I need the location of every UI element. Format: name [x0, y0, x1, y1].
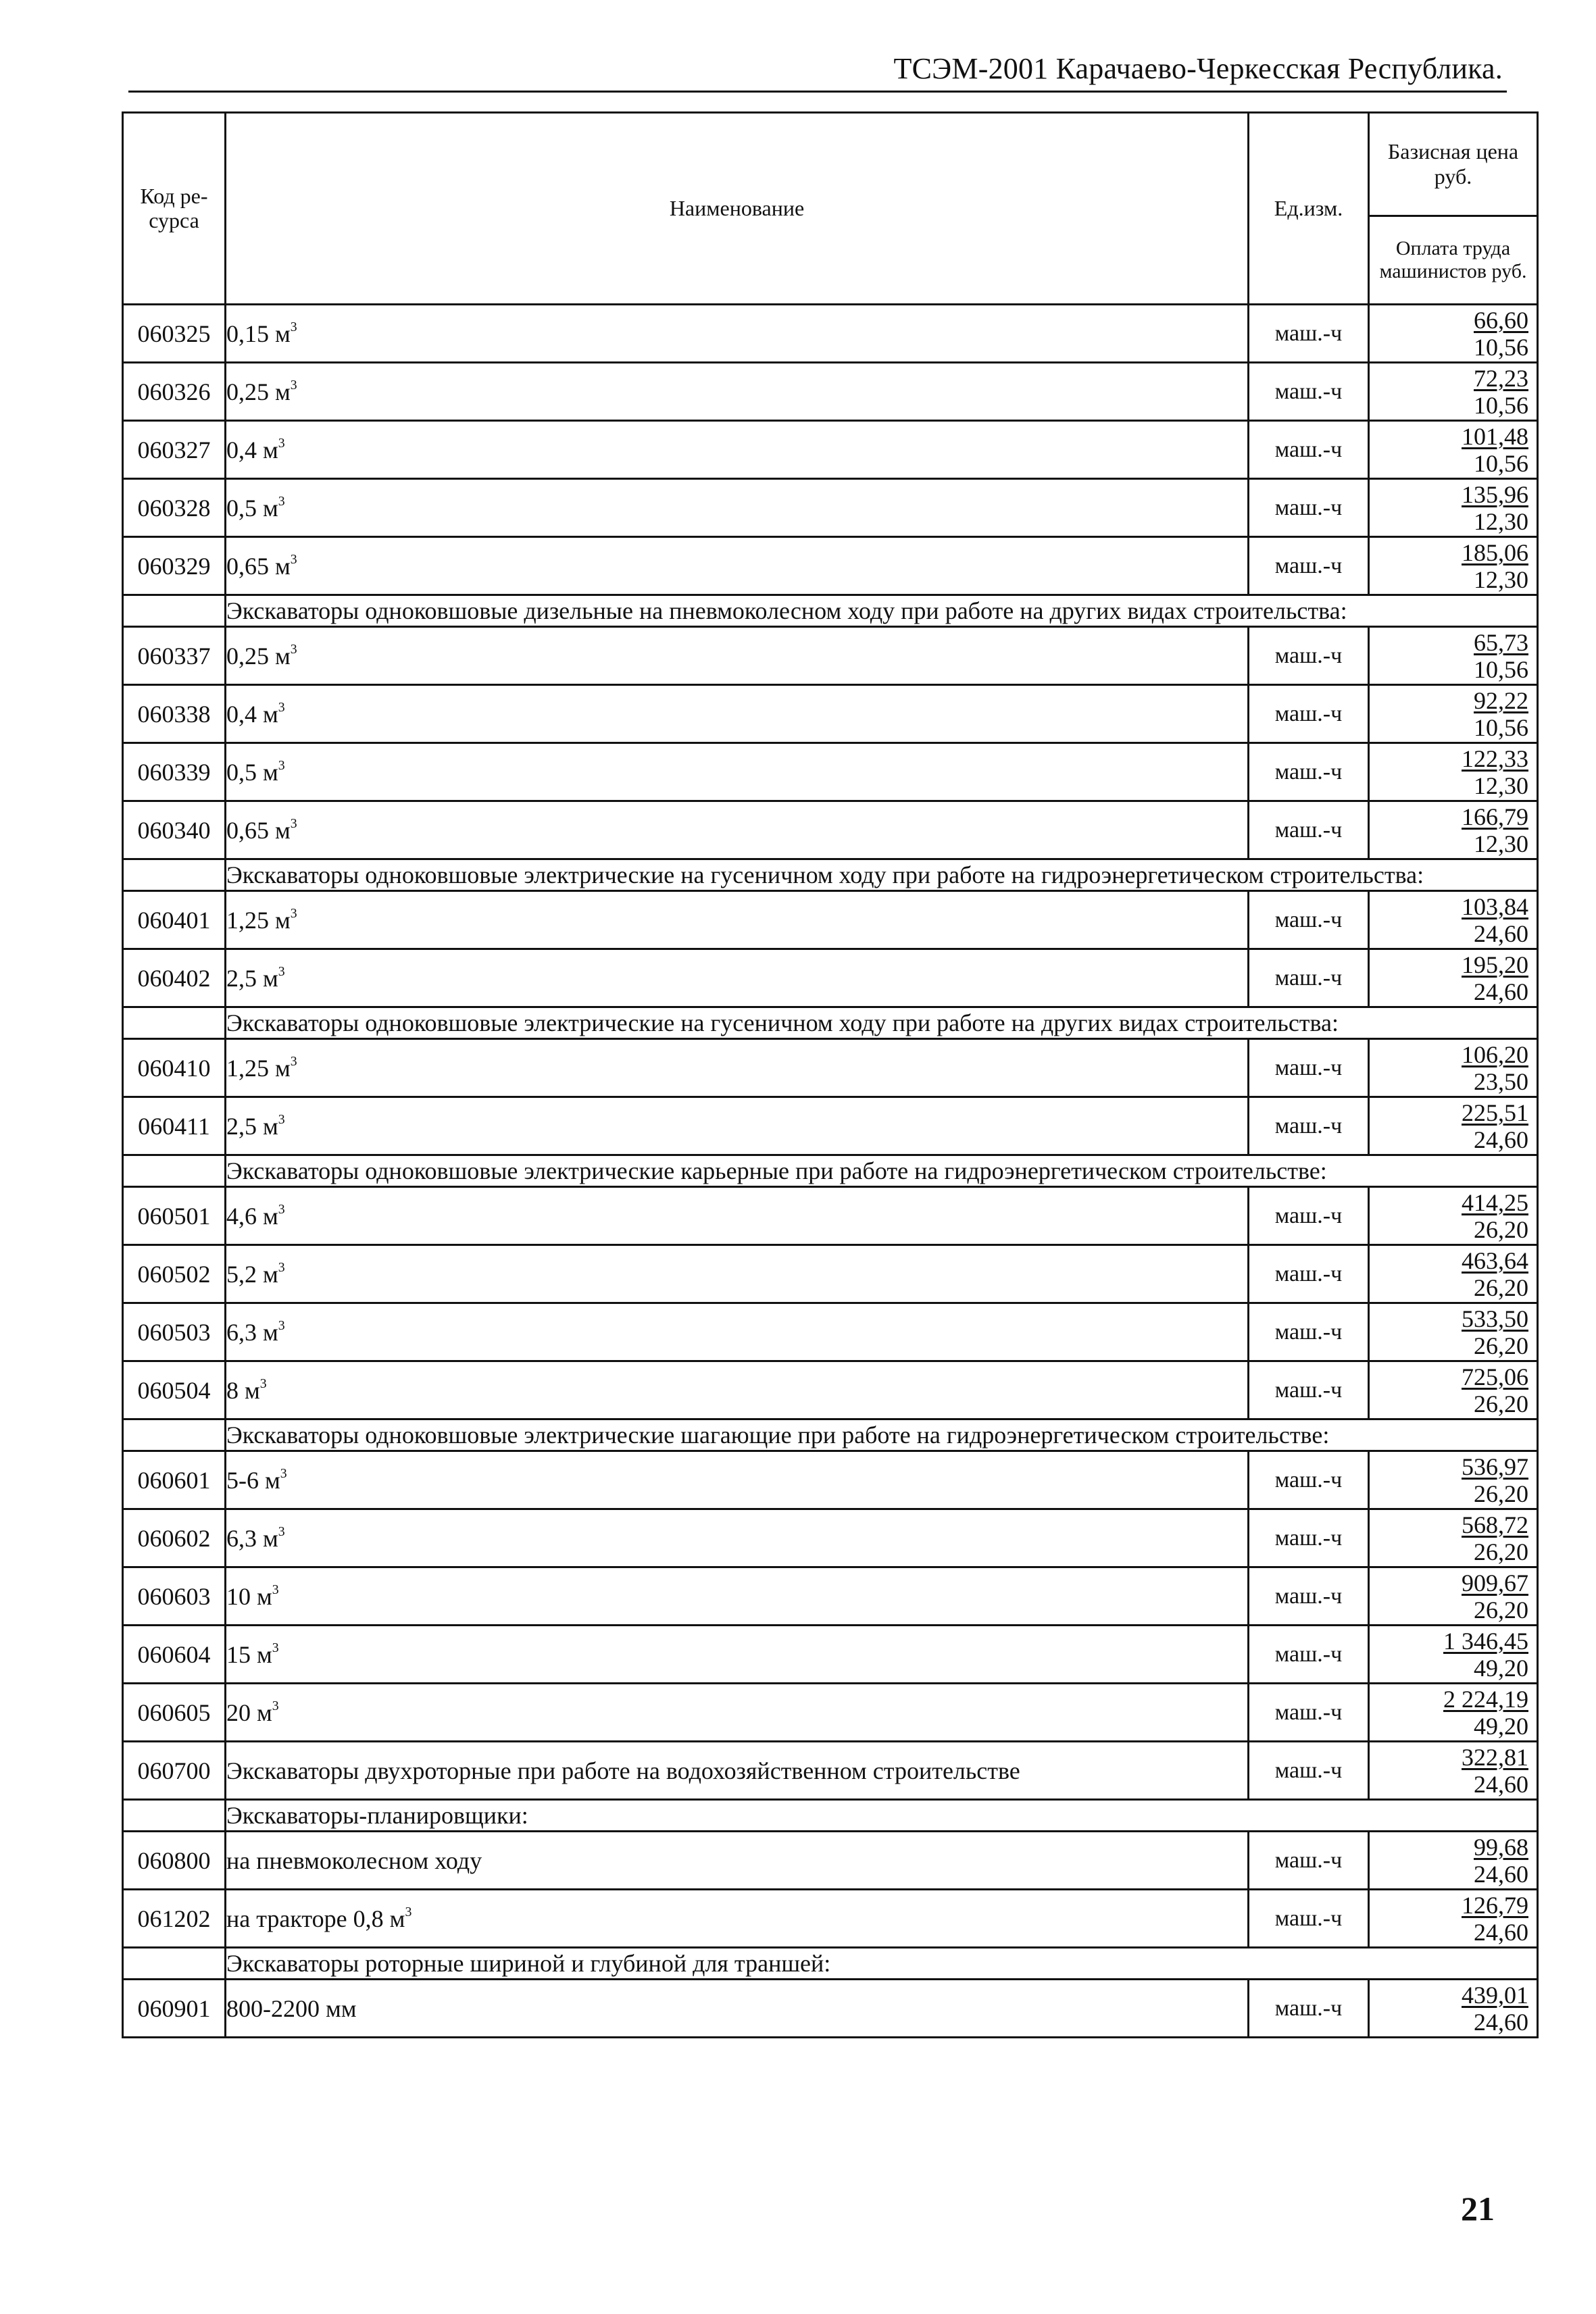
base-price: 533,50	[1462, 1305, 1528, 1332]
price-stack	[1370, 481, 1537, 535]
price-cell	[1369, 801, 1538, 859]
labor-pay: 24,60	[1474, 1918, 1528, 1946]
group-header-row	[123, 1800, 1538, 1832]
resource-name-cell	[226, 1451, 1249, 1509]
unit-of-measure: маш.-ч	[1249, 1684, 1369, 1742]
unit-exponent: 3	[405, 1904, 412, 1919]
group-title: Экскаваторы одноковшовые дизельные на пневмоколесном ходу при работе на других видах строительства:	[226, 595, 1538, 627]
price-cell	[1369, 537, 1538, 595]
column-header-unit: Ед.изм.	[1249, 113, 1369, 305]
base-price: 909,67	[1462, 1569, 1528, 1596]
resource-code: 060700	[123, 1742, 226, 1800]
unit-of-measure: маш.-ч	[1249, 1187, 1369, 1245]
resource-name-cell	[226, 363, 1249, 421]
base-price: 135,96	[1462, 480, 1528, 508]
group-code-cell	[123, 1155, 226, 1187]
unit-exponent: 3	[290, 641, 297, 657]
resource-name-cell	[226, 1187, 1249, 1245]
resource-name-cell	[226, 1509, 1249, 1567]
base-price: 322,81	[1462, 1743, 1528, 1771]
table-row	[123, 1626, 1538, 1684]
group-title: Экскаваторы одноковшовые электрические на гусеничном ходу при работе на других видах строительства:	[226, 1007, 1538, 1039]
resource-name: 0,25 м	[226, 378, 291, 405]
price-stack	[1370, 1305, 1537, 1359]
resource-code: 060325	[123, 305, 226, 363]
table-row	[123, 305, 1538, 363]
price-cell	[1369, 949, 1538, 1007]
unit-exponent: 3	[272, 1582, 279, 1597]
table-row	[123, 1187, 1538, 1245]
resource-code: 060603	[123, 1567, 226, 1626]
resource-code: 060340	[123, 801, 226, 859]
price-stack	[1370, 1569, 1537, 1624]
price-cell	[1369, 1890, 1538, 1948]
base-price: 725,06	[1462, 1363, 1528, 1390]
unit-of-measure: маш.-ч	[1249, 1742, 1369, 1800]
price-cell	[1369, 1303, 1538, 1361]
unit-of-measure: маш.-ч	[1249, 949, 1369, 1007]
unit-of-measure: маш.-ч	[1249, 1303, 1369, 1361]
base-price: 99,68	[1474, 1833, 1528, 1861]
resource-name: 4,6 м	[226, 1202, 278, 1230]
resource-name: Экскаваторы двухроторные при работе на водохозяйственном строительстве	[226, 1757, 1020, 1784]
labor-pay: 26,20	[1474, 1332, 1528, 1359]
price-stack	[1370, 1892, 1537, 1946]
resource-code: 060337	[123, 627, 226, 685]
resource-name-cell	[226, 1684, 1249, 1742]
group-title: Экскаваторы роторные шириной и глубиной для траншей:	[226, 1948, 1538, 1980]
resource-name: 0,65 м	[226, 552, 291, 580]
base-price: 2 224,19	[1443, 1685, 1528, 1713]
price-stack	[1370, 1744, 1537, 1798]
unit-of-measure: маш.-ч	[1249, 1245, 1369, 1303]
resource-name: 800-2200 мм	[226, 1994, 357, 2022]
resource-name: 0,65 м	[226, 816, 291, 844]
unit-of-measure: маш.-ч	[1249, 1980, 1369, 2038]
price-cell	[1369, 305, 1538, 363]
resource-code: 060411	[123, 1097, 226, 1155]
column-header-name: Наименование	[226, 113, 1249, 305]
table-row	[123, 421, 1538, 479]
price-stack	[1370, 1189, 1537, 1243]
labor-pay: 26,20	[1474, 1596, 1528, 1624]
unit-exponent: 3	[272, 1698, 279, 1713]
resource-name: на тракторе 0,8 м	[226, 1905, 405, 1932]
price-stack	[1370, 893, 1537, 947]
price-stack	[1370, 951, 1537, 1005]
price-cell	[1369, 1626, 1538, 1684]
unit-of-measure: маш.-ч	[1249, 1832, 1369, 1890]
group-title: Экскаваторы одноковшовые электрические шагающие при работе на гидроэнергетическом строительстве:	[226, 1419, 1538, 1451]
unit-of-measure: маш.-ч	[1249, 421, 1369, 479]
unit-exponent: 3	[280, 1465, 287, 1481]
column-header-price	[1369, 113, 1538, 305]
resource-name-cell	[226, 685, 1249, 743]
price-cell	[1369, 1567, 1538, 1626]
unit-exponent: 3	[278, 757, 285, 773]
price-cell	[1369, 743, 1538, 801]
price-cell	[1369, 1187, 1538, 1245]
resource-name-cell	[226, 627, 1249, 685]
price-cell	[1369, 1742, 1538, 1800]
resource-name-cell	[226, 1742, 1249, 1800]
unit-of-measure: маш.-ч	[1249, 1509, 1369, 1567]
resource-name-cell	[226, 537, 1249, 595]
price-cell	[1369, 627, 1538, 685]
resource-code: 060501	[123, 1187, 226, 1245]
resource-name: 2,5 м	[226, 1112, 278, 1140]
group-title: Экскаваторы-планировщики:	[226, 1800, 1538, 1832]
resource-name-cell	[226, 1303, 1249, 1361]
resource-code: 060502	[123, 1245, 226, 1303]
labor-pay: 24,60	[1474, 978, 1528, 1005]
group-header-row	[123, 1155, 1538, 1187]
base-price: 72,23	[1474, 364, 1528, 392]
base-price: 439,01	[1462, 1981, 1528, 2009]
resource-name: 5,2 м	[226, 1260, 278, 1288]
resource-name-cell	[226, 1890, 1249, 1948]
unit-of-measure: маш.-ч	[1249, 1567, 1369, 1626]
table-row	[123, 1684, 1538, 1742]
column-header-code: Код ре-сурса	[123, 113, 226, 305]
labor-pay: 10,56	[1474, 713, 1528, 741]
resource-name: 10 м	[226, 1582, 272, 1610]
base-price: 166,79	[1462, 803, 1528, 830]
price-cell	[1369, 1509, 1538, 1567]
resource-name-cell	[226, 421, 1249, 479]
group-code-cell	[123, 1800, 226, 1832]
resource-name: 0,25 м	[226, 642, 291, 670]
price-stack	[1370, 539, 1537, 593]
resource-code: 060605	[123, 1684, 226, 1742]
resource-name: 20 м	[226, 1699, 272, 1726]
price-stack	[1370, 307, 1537, 361]
resource-code: 060339	[123, 743, 226, 801]
table-row	[123, 1039, 1538, 1097]
unit-exponent: 3	[290, 1053, 297, 1069]
resource-name: 15 м	[226, 1640, 272, 1668]
table-row	[123, 685, 1538, 743]
labor-pay: 24,60	[1474, 2008, 1528, 2036]
table-row	[123, 1890, 1538, 1948]
resource-name: 2,5 м	[226, 964, 278, 992]
table-row	[123, 1980, 1538, 2038]
group-title: Экскаваторы одноковшовые электрические карьерные при работе на гидроэнергетическом строительстве:	[226, 1155, 1538, 1187]
group-header-row	[123, 1007, 1538, 1039]
base-price: 463,64	[1462, 1247, 1528, 1274]
price-stack	[1370, 1511, 1537, 1565]
unit-exponent: 3	[290, 815, 297, 831]
resource-name-cell	[226, 891, 1249, 949]
table-row	[123, 1245, 1538, 1303]
resource-name: 8 м	[226, 1376, 260, 1404]
base-price: 414,25	[1462, 1188, 1528, 1216]
resource-name-cell	[226, 949, 1249, 1007]
price-cell	[1369, 1980, 1538, 2038]
price-stack	[1370, 629, 1537, 683]
resource-code: 060326	[123, 363, 226, 421]
table-row	[123, 891, 1538, 949]
price-stack	[1370, 423, 1537, 477]
price-stack	[1370, 1982, 1537, 2036]
resource-name: 0,5 м	[226, 758, 278, 786]
resource-code: 060328	[123, 479, 226, 537]
unit-of-measure: маш.-ч	[1249, 627, 1369, 685]
price-cell	[1369, 363, 1538, 421]
resource-code: 061202	[123, 1890, 226, 1948]
unit-exponent: 3	[290, 905, 297, 921]
group-code-cell	[123, 1007, 226, 1039]
price-stack	[1370, 1099, 1537, 1153]
labor-pay: 26,20	[1474, 1274, 1528, 1301]
unit-of-measure: маш.-ч	[1249, 1039, 1369, 1097]
labor-pay: 10,56	[1474, 333, 1528, 361]
labor-pay: 12,30	[1474, 830, 1528, 857]
group-header-row	[123, 595, 1538, 627]
group-code-cell	[123, 1948, 226, 1980]
running-header	[128, 50, 1507, 93]
base-price: 101,48	[1462, 422, 1528, 450]
table-row	[123, 801, 1538, 859]
column-header-base-price: Базисная цена руб.	[1370, 114, 1537, 217]
group-header-row	[123, 859, 1538, 891]
labor-pay: 24,60	[1474, 1860, 1528, 1888]
resource-code: 060401	[123, 891, 226, 949]
unit-exponent: 3	[278, 963, 285, 979]
price-cell	[1369, 1451, 1538, 1509]
base-price: 106,20	[1462, 1040, 1528, 1068]
unit-exponent: 3	[278, 1259, 285, 1275]
unit-of-measure: маш.-ч	[1249, 685, 1369, 743]
table-row	[123, 1509, 1538, 1567]
price-stack	[1370, 687, 1537, 741]
labor-pay: 23,50	[1474, 1067, 1528, 1095]
resource-code: 060503	[123, 1303, 226, 1361]
group-code-cell	[123, 859, 226, 891]
unit-of-measure: маш.-ч	[1249, 1890, 1369, 1948]
resource-code: 060402	[123, 949, 226, 1007]
base-price: 126,79	[1462, 1891, 1528, 1919]
resource-name: 0,4 м	[226, 436, 278, 463]
base-price: 568,72	[1462, 1511, 1528, 1538]
base-price: 65,73	[1474, 628, 1528, 656]
unit-of-measure: маш.-ч	[1249, 363, 1369, 421]
price-cell	[1369, 891, 1538, 949]
base-price: 103,84	[1462, 892, 1528, 920]
group-title: Экскаваторы одноковшовые электрические на гусеничном ходу при работе на гидроэнергетическом строительства:	[226, 859, 1538, 891]
price-cell	[1369, 1097, 1538, 1155]
resource-code: 060602	[123, 1509, 226, 1567]
resource-code: 060604	[123, 1626, 226, 1684]
labor-pay: 26,20	[1474, 1215, 1528, 1243]
price-stack	[1370, 1041, 1537, 1095]
unit-of-measure: маш.-ч	[1249, 801, 1369, 859]
unit-exponent: 3	[278, 1201, 285, 1217]
resource-code: 060901	[123, 1980, 226, 2038]
unit-exponent: 3	[278, 1524, 285, 1539]
resource-name-cell	[226, 305, 1249, 363]
group-code-cell	[123, 1419, 226, 1451]
unit-of-measure: маш.-ч	[1249, 305, 1369, 363]
resource-code: 060410	[123, 1039, 226, 1097]
price-stack	[1370, 365, 1537, 419]
price-stack	[1370, 1247, 1537, 1301]
resource-code: 060329	[123, 537, 226, 595]
base-price: 536,97	[1462, 1453, 1528, 1480]
resource-name-cell	[226, 801, 1249, 859]
resource-name: 1,25 м	[226, 906, 291, 934]
unit-of-measure: маш.-ч	[1249, 1361, 1369, 1419]
unit-exponent: 3	[272, 1640, 279, 1655]
resource-code: 060327	[123, 421, 226, 479]
resource-name: 0,5 м	[226, 494, 278, 522]
column-header-labor-pay: Оплата труда машинистов руб.	[1379, 236, 1527, 282]
unit-exponent: 3	[278, 1317, 285, 1333]
unit-exponent: 3	[259, 1376, 267, 1391]
base-price: 185,06	[1462, 538, 1528, 566]
resource-name-cell	[226, 1361, 1249, 1419]
unit-of-measure: маш.-ч	[1249, 891, 1369, 949]
table-row	[123, 1832, 1538, 1890]
resource-name: на пневмоколесном ходу	[226, 1846, 482, 1874]
base-price: 195,20	[1462, 951, 1528, 978]
labor-pay: 12,30	[1474, 565, 1528, 593]
price-stack	[1370, 1686, 1537, 1740]
unit-of-measure: маш.-ч	[1249, 1097, 1369, 1155]
labor-pay: 26,20	[1474, 1480, 1528, 1507]
price-cell	[1369, 1361, 1538, 1419]
labor-pay: 24,60	[1474, 920, 1528, 947]
unit-exponent: 3	[278, 493, 285, 509]
unit-of-measure: маш.-ч	[1249, 537, 1369, 595]
labor-pay: 26,20	[1474, 1390, 1528, 1417]
unit-of-measure: маш.-ч	[1249, 1451, 1369, 1509]
group-header-row	[123, 1419, 1538, 1451]
base-price: 1 346,45	[1443, 1627, 1528, 1655]
table-row	[123, 627, 1538, 685]
document-title: ТСЭМ-2001 Карачаево-Черкесская Республика.	[893, 52, 1503, 85]
unit-exponent: 3	[278, 699, 285, 715]
resource-name: 0,4 м	[226, 700, 278, 728]
table-row	[123, 1567, 1538, 1626]
labor-pay: 49,20	[1474, 1654, 1528, 1682]
price-cell	[1369, 479, 1538, 537]
price-cell	[1369, 1245, 1538, 1303]
unit-exponent: 3	[278, 1111, 285, 1127]
resource-code: 060338	[123, 685, 226, 743]
resource-name: 1,25 м	[226, 1054, 291, 1082]
price-stack	[1370, 1453, 1537, 1507]
labor-pay: 49,20	[1474, 1712, 1528, 1740]
resource-name-cell	[226, 1567, 1249, 1626]
resource-code: 060601	[123, 1451, 226, 1509]
unit-of-measure: маш.-ч	[1249, 743, 1369, 801]
resource-name-cell	[226, 1980, 1249, 2038]
resource-code: 060504	[123, 1361, 226, 1419]
table-row	[123, 1303, 1538, 1361]
resource-name-cell	[226, 1245, 1249, 1303]
base-price: 225,51	[1462, 1099, 1528, 1126]
table-row	[123, 1097, 1538, 1155]
resource-name-cell	[226, 1039, 1249, 1097]
unit-exponent: 3	[290, 377, 297, 393]
table-row	[123, 363, 1538, 421]
group-code-cell	[123, 595, 226, 627]
price-stack	[1370, 1628, 1537, 1682]
labor-pay: 10,56	[1474, 391, 1528, 419]
table-row	[123, 949, 1538, 1007]
labor-pay: 12,30	[1474, 772, 1528, 799]
table-row	[123, 1742, 1538, 1800]
resource-name: 0,15 м	[226, 320, 291, 347]
table-body	[123, 305, 1538, 2038]
unit-exponent: 3	[290, 319, 297, 334]
labor-pay: 10,56	[1474, 449, 1528, 477]
base-price: 66,60	[1474, 306, 1528, 334]
resource-name: 6,3 м	[226, 1318, 278, 1346]
resource-name-cell	[226, 1626, 1249, 1684]
labor-pay: 12,30	[1474, 507, 1528, 535]
resource-code: 060800	[123, 1832, 226, 1890]
base-price: 122,33	[1462, 745, 1528, 772]
price-cell	[1369, 685, 1538, 743]
resource-name-cell	[226, 1832, 1249, 1890]
resource-name-cell	[226, 743, 1249, 801]
unit-exponent: 3	[290, 551, 297, 567]
table-row	[123, 1451, 1538, 1509]
resource-name-cell	[226, 479, 1249, 537]
price-stack	[1370, 803, 1537, 857]
labor-pay: 26,20	[1474, 1538, 1528, 1565]
price-stack	[1370, 745, 1537, 799]
price-cell	[1369, 421, 1538, 479]
price-stack	[1370, 1363, 1537, 1417]
table-row	[123, 743, 1538, 801]
price-cell	[1369, 1039, 1538, 1097]
price-table	[122, 111, 1539, 2038]
price-cell	[1369, 1832, 1538, 1890]
resource-name: 5-6 м	[226, 1466, 280, 1494]
table-row	[123, 479, 1538, 537]
labor-pay: 24,60	[1474, 1770, 1528, 1798]
resource-name: 6,3 м	[226, 1524, 278, 1552]
price-stack	[1370, 1834, 1537, 1888]
unit-of-measure: маш.-ч	[1249, 479, 1369, 537]
price-cell	[1369, 1684, 1538, 1742]
table-row	[123, 1361, 1538, 1419]
unit-exponent: 3	[278, 435, 285, 451]
page-number: 21	[1461, 2190, 1495, 2228]
labor-pay: 24,60	[1474, 1126, 1528, 1153]
resource-name-cell	[226, 1097, 1249, 1155]
group-header-row	[123, 1948, 1538, 1980]
table-header-row	[123, 113, 1538, 305]
unit-of-measure: маш.-ч	[1249, 1626, 1369, 1684]
base-price: 92,22	[1474, 686, 1528, 714]
labor-pay: 10,56	[1474, 655, 1528, 683]
table-row	[123, 537, 1538, 595]
